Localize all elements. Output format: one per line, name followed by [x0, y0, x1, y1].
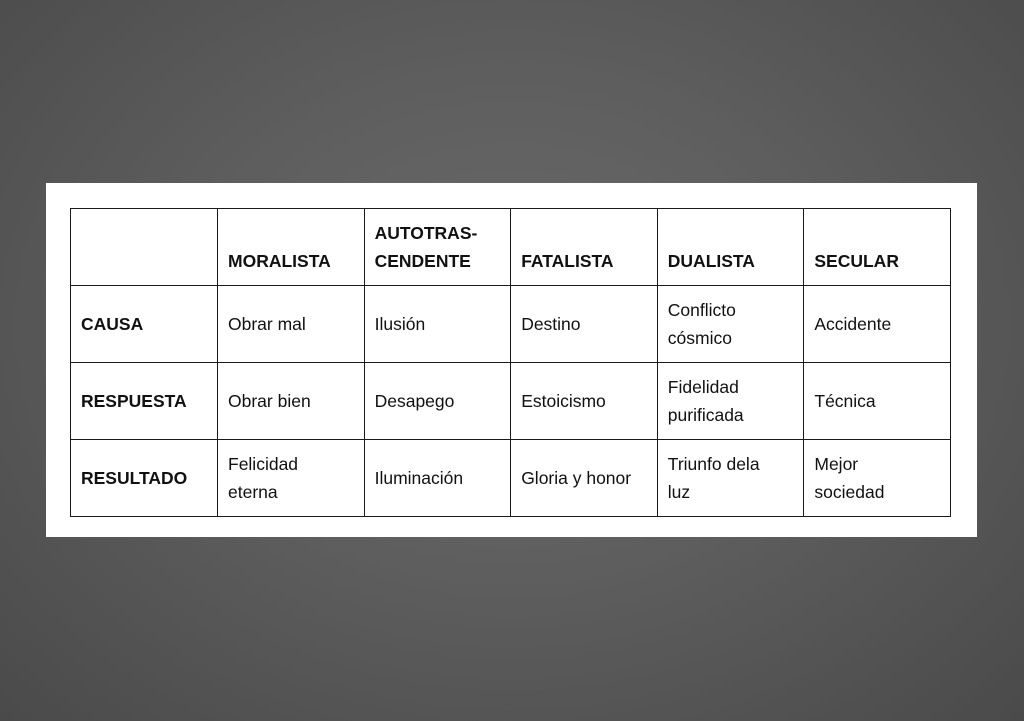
row-label-respuesta: RESPUESTA: [71, 363, 218, 440]
header-moralista: MORALISTA: [218, 209, 365, 286]
row-label-causa: CAUSA: [71, 286, 218, 363]
table-cell: Estoicismo: [511, 363, 658, 440]
table-cell: Obrar bien: [218, 363, 365, 440]
table-cell: Destino: [511, 286, 658, 363]
table-cell: Felicidad eterna: [218, 440, 365, 517]
table-row-causa: [71, 286, 951, 363]
header-corner-cell: [71, 209, 218, 286]
row-label-resultado: RESULTADO: [71, 440, 218, 517]
document-card: [46, 183, 977, 537]
table-cell: Conflicto cósmico: [657, 286, 804, 363]
table-cell: Ilusión: [364, 286, 511, 363]
header-secular: SECULAR: [804, 209, 951, 286]
table-cell: Iluminación: [364, 440, 511, 517]
table-cell: Técnica: [804, 363, 951, 440]
table-cell: Mejor sociedad: [804, 440, 951, 517]
table-cell: Gloria y honor: [511, 440, 658, 517]
header-autotrascendente: AUTOTRAS- CENDENTE: [364, 209, 511, 286]
table-cell: Obrar mal: [218, 286, 365, 363]
comparison-table: [70, 208, 951, 517]
table-cell: Desapego: [364, 363, 511, 440]
table-header-row: [71, 209, 951, 286]
table-cell: Accidente: [804, 286, 951, 363]
table-cell: Fidelidad purificada: [657, 363, 804, 440]
table-row-respuesta: [71, 363, 951, 440]
header-fatalista: FATALISTA: [511, 209, 658, 286]
table-row-resultado: [71, 440, 951, 517]
table-cell: Triunfo dela luz: [657, 440, 804, 517]
header-dualista: DUALISTA: [657, 209, 804, 286]
